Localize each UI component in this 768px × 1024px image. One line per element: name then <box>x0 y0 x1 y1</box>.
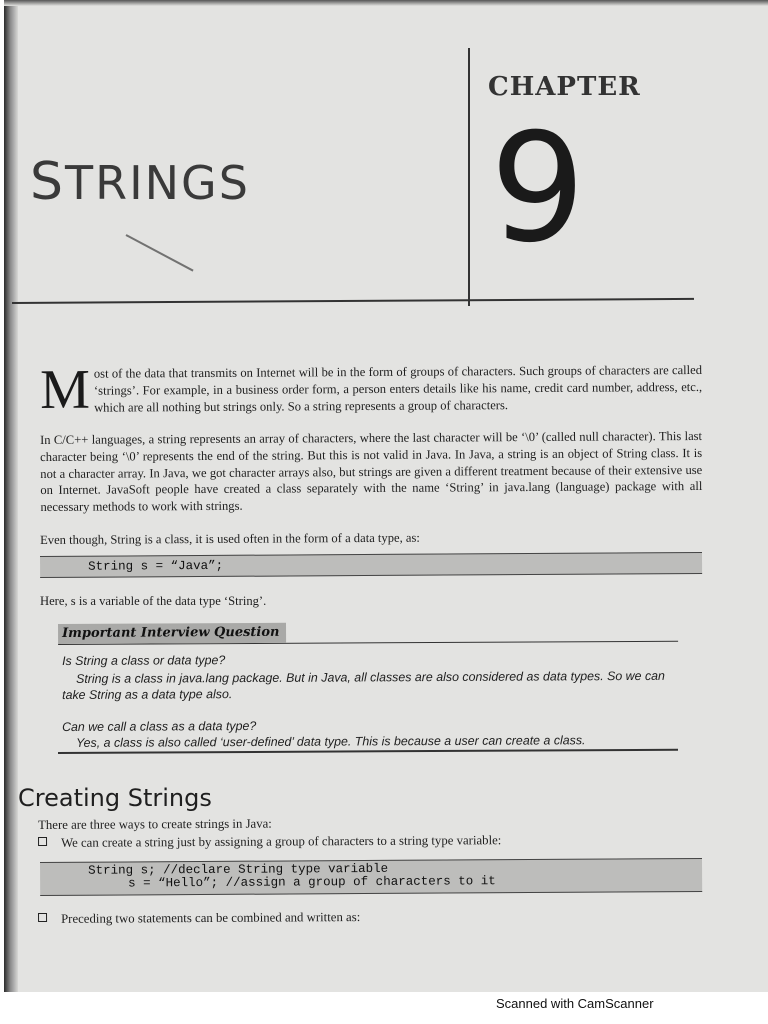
code-line: String s = “Java”; <box>88 558 224 574</box>
checkbox-bullet-icon <box>38 837 47 846</box>
chapter-title-rest: TRINGS <box>65 156 250 210</box>
variable-note: Here, s is a variable of the data type ‘String’. <box>40 594 267 608</box>
chapter-divider-horizontal <box>12 298 694 304</box>
scanner-watermark: Scanned with CamScanner <box>496 996 654 1011</box>
bullet-item-2-text: Preceding two statements can be combined and written as: <box>60 910 361 926</box>
bullet-item-1 <box>38 833 501 851</box>
interview-answer-1: String is a class in java.lang package. But in Java, all classes are also considered as data types. So we can take String as a data type also. <box>62 668 665 702</box>
chapter-divider-vertical <box>468 48 470 306</box>
interview-heading: Important Interview Question <box>58 623 286 644</box>
chapter-title <box>30 152 250 212</box>
intro-paragraph-2: In C/C++ languages, a string represents an array of characters, where the last character will be ‘\0’ (called null character). This last character being ‘\0’ represents the end of the string. But this is not valid in Java. In Java, a string is an object of String class. It is not a character array. In Java, we got character arrays also, but strings are given a different treatment because of their extensive use on Internet. JavaSoft people have created a class separately with the name ‘String’ in java.lang (language) package with all necessary methods to work with strings. <box>40 428 703 515</box>
book-spine-shadow <box>4 0 18 992</box>
checkbox-bullet-icon <box>38 913 47 922</box>
interview-box-header <box>58 621 678 645</box>
interview-question-1: Is String a class or data type? <box>62 653 226 668</box>
intro-paragraph-3: Even though, String is a class, it is used often in the form of a data type, as: <box>40 530 420 547</box>
page-top-edge <box>4 0 768 6</box>
code-example-2 <box>40 858 702 896</box>
intro-paragraph-1-text: ost of the data that transmits on Internet will be in the form of groups of characters. Such groups of characters are called ‘strings’. For example, in a business order form, a person enters details like his name, credit card number, address, etc., which are all nothing but strings only. So a string represents a group of characters. <box>93 362 703 415</box>
chapter-title-initial: S <box>30 152 66 212</box>
chapter-number: 9 <box>490 102 586 276</box>
bullet-item-1-text: We can create a string just by assigning a group of characters to a string type variable: <box>60 833 502 850</box>
intro-paragraph-1 <box>39 358 703 421</box>
interview-answer-2: Yes, a class is also called ‘user-defined’ data type. This is because a user can create a class. <box>76 733 586 750</box>
code-line-2: s = “Hello”; //assign a group of characters to it <box>128 874 496 891</box>
interview-question-2: Can we call a class as a data type? <box>62 718 257 734</box>
drop-cap: M <box>39 358 91 421</box>
pen-mark <box>126 234 194 271</box>
book-page <box>4 0 768 992</box>
section-heading: Creating Strings <box>18 784 212 812</box>
code-example-1 <box>40 552 702 578</box>
chapter-label: CHAPTER <box>488 72 641 102</box>
section-intro: There are three ways to create strings in Java: <box>38 816 272 832</box>
code-line-1: String s; //declare String type variable <box>88 861 389 878</box>
bullet-item-2 <box>38 910 360 927</box>
